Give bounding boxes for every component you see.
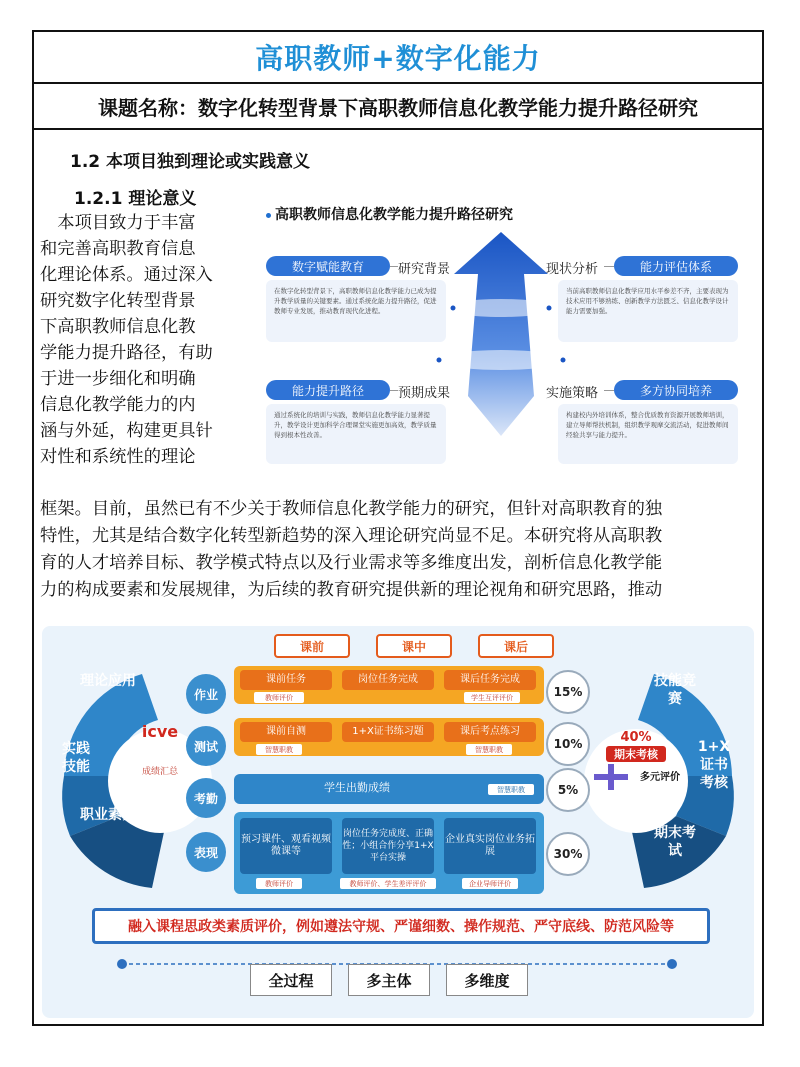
text-line: 化理论体系。通过深入 [40,265,213,285]
row-label-attendance: 考勤 [186,778,226,818]
footer-multi-subject: 多主体 [348,964,430,996]
text-line: 特性，尤其是结合数字化转型新趋势的深入理论研究尚显不足。本研究将从高职教 [40,526,663,546]
footer-multi-dimension: 多维度 [446,964,528,996]
evaluator-tag: 智慧职教 [466,744,512,755]
text-line: 信息化教学能力的内 [40,395,196,415]
evaluator-tag: 智慧职教 [488,784,534,795]
ring-label-1x-cert: 1+X证书考核 [697,739,731,791]
text-line: 于进一步细化和明确 [40,369,196,389]
cell: 学生出勤成绩 [324,781,390,794]
text-line: 育的人才培养目标、教学模式特点以及行业需求等多维度出发，剖析信息化教学能 [40,553,663,573]
text-box-strategy: 构建校内外培训体系，整合优质教育资源开展教师培训，建立导师帮扶机制，组织教学观摩交流活动，促进教师间经验共享与能力提升。 [558,404,738,464]
text-line: 对性和系统性的理论 [40,447,196,467]
stage-before-class: 课前 [274,634,350,658]
section-heading: 1.2 本项目独到理论或实践意义 [70,152,311,172]
project-subject: 课题名称：数字化转型背景下高职教师信息化教学能力提升路径研究 [98,95,698,120]
text-line: 本项目致力于丰富 [40,213,196,233]
figure-title-text: 高职教师信息化教学能力提升路径研究 [275,207,513,223]
cell: 预习课件、观看视频微课等 [240,818,332,874]
row-label-performance: 表现 [186,832,226,872]
text-line: 和完善高职教育信息 [40,239,196,259]
connector [604,266,614,267]
evaluator-tag: 学生互评评价 [464,692,520,703]
text-line: 力的构成要素和发展规律，为后续的教育研究提供新的理论视角和研究思路，推动 [40,580,663,600]
subsection-heading: 1.2.1 理论意义 [74,189,197,209]
final-assessment-percent: 40% [620,730,652,745]
research-path-figure [258,196,744,468]
text-line: 研究数字化转型背景 [40,291,196,311]
cell: 1+X证书练习题 [342,722,434,742]
evaluator-tag: 企业导师评价 [462,878,518,889]
label-status-analysis: 现状分析 [546,262,599,277]
evaluator-tag: 智慧职教 [256,744,302,755]
ring-label-practice: 实践技能 [62,741,90,775]
page-title: 高职教师+数字化能力 [255,42,541,75]
footer-whole-process: 全过程 [250,964,332,996]
weight-homework: 15% [546,670,590,714]
evaluator-tag: 教师评价、学生差评评价 [340,878,436,889]
pill-digital-empowerment: 数字赋能教育 [266,256,390,276]
text-box-results: 通过系统化的培训与实践，教师信息化教学能力显著提升，教学设计更加科学合理课堂实施更加高效，教学质量得到根本性改善。 [266,404,446,464]
ring-label-final-exam: 期末考试 [654,825,696,859]
cell: 课前自测 [240,722,332,742]
ring-label-skill-contest: 技能竞赛 [654,673,696,707]
connector [390,390,398,391]
label-implementation: 实施策略 [546,386,599,401]
connector [604,390,614,391]
row-label-homework: 作业 [186,674,226,714]
stage-in-class: 课中 [376,634,452,658]
cell: 企业真实岗位业务拓展 [444,818,536,874]
divider [32,128,764,130]
pill-improvement-path: 能力提升路径 [266,380,390,400]
text-line: 学能力提升路径，有助 [40,343,213,363]
row-label-test: 测试 [186,726,226,766]
weight-test: 10% [546,722,590,766]
final-assessment-label: 期末考核 [606,746,666,762]
stage-after-class: 课后 [478,634,554,658]
ring-label-theory: 理论应用 [80,673,136,689]
cell: 岗位任务完成 [342,670,434,690]
weight-performance: 30% [546,832,590,876]
label-expected-results: 预期成果 [398,386,451,401]
text-line: 下高职教师信息化教 [40,317,196,337]
cell: 课后任务完成 [444,670,536,690]
cell: 课后考点练习 [444,722,536,742]
ideological-evaluation-banner: 融入课程思政类素质评价，例如遵法守规、严谨细数、操作规范、严守底线、防范风险等 [92,908,710,944]
pill-collaborative-training: 多方协同培养 [614,380,738,400]
weight-attendance: 5% [546,768,590,812]
multi-evaluation-label: 多元评价 [640,772,680,783]
evaluator-tag: 教师评价 [254,692,304,703]
grade-summary-label: 成绩汇总 [141,767,178,777]
text-line: 框架。目前，虽然已有不少关于教师信息化教学能力的研究，但针对高职教育的独 [40,499,663,519]
connector [390,266,398,267]
label-research-background: 研究背景 [398,262,451,277]
paragraph-left-column [40,210,238,470]
icve-logo: icve [141,722,179,741]
paragraph-full-width [40,496,765,604]
cell: 课前任务 [240,670,332,690]
text-box-status: 当前高职教师信息化教学应用水平参差不齐，主要表现为技术应用不够熟练、创新教学方法匮乏、信息化教学设计能力需要加强。 [558,280,738,342]
text-box-background: 在数字化转型背景下，高职教师信息化教学能力已成为提升教学质量的关键要素。通过系统化能力提升路径，促进教师专业发展，推动教育现代化进程。 [266,280,446,342]
cell: 岗位任务完成度、正确性；小组合作分享1+X平台实操 [342,818,434,874]
text-line: 涵与外延，构建更具针 [40,421,213,441]
pill-assessment-system: 能力评估体系 [614,256,738,276]
evaluation-system-figure [42,626,754,1018]
ring-label-professionalism: 职业素养 [80,807,136,823]
evaluator-tag: 教师评价 [256,878,302,889]
